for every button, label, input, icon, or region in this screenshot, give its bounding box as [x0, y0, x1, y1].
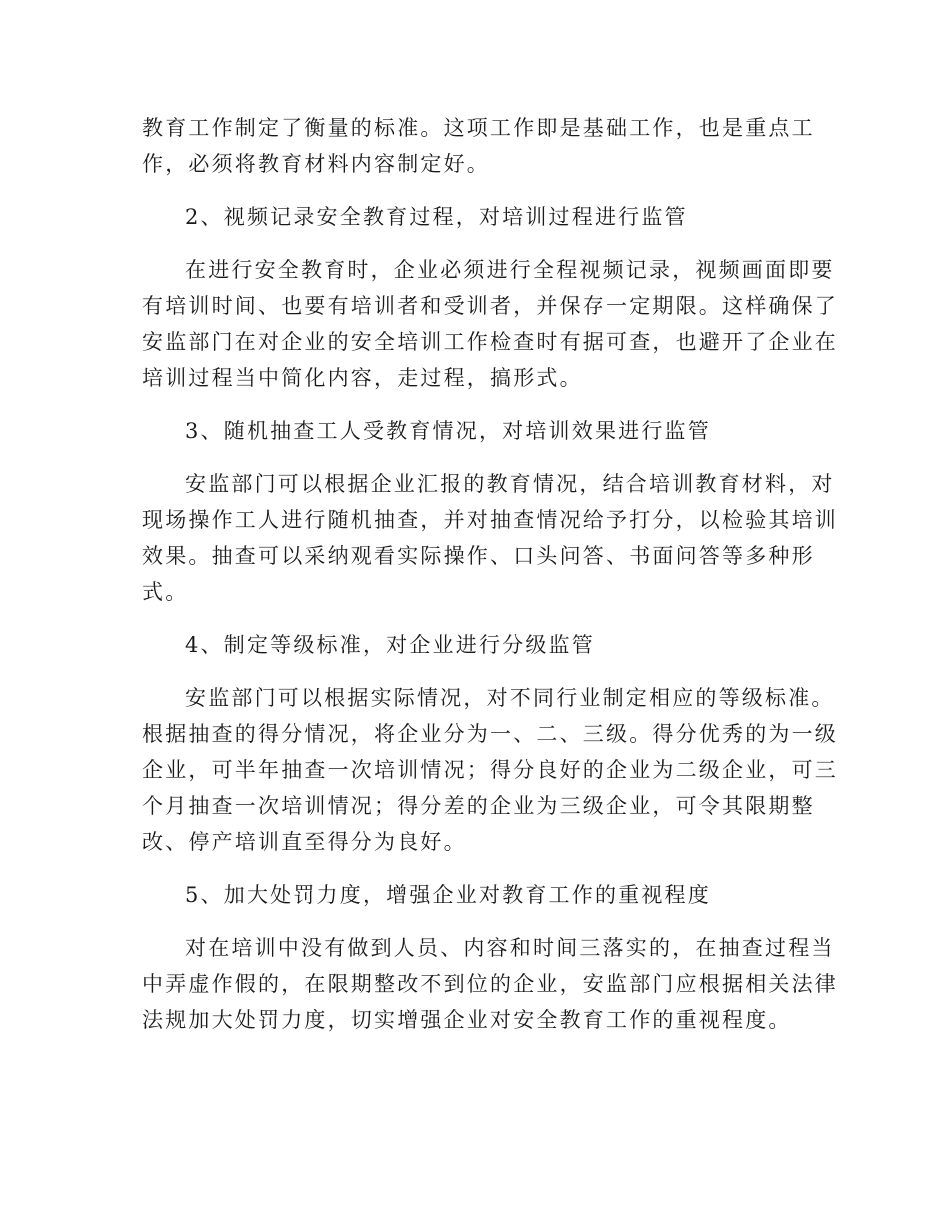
paragraph-line: 培训过程当中简化内容，走过程，搞形式。 — [142, 366, 583, 390]
paragraph-line: 在进行安全教育时，企业必须进行全程视频记录，视频画面即要 — [185, 258, 835, 282]
paragraph-line: 企业，可半年抽查一次培训情况；得分良好的企业为二级企业，可三 — [142, 758, 838, 782]
paragraph-line: 安监部门可以根据企业汇报的教育情况，结合培训教育材料，对 — [185, 472, 835, 496]
paragraph-line: 有培训时间、也要有培训者和受训者，并保存一定期限。这样确保了 — [142, 294, 838, 318]
section-heading-2: 2、视频记录安全教育过程，对培训过程进行监管 — [185, 205, 688, 229]
paragraph-line: 安监部门可以根据实际情况，对不同行业制定相应的等级标准。 — [185, 686, 835, 710]
paragraph-line: 个月抽查一次培训情况；得分差的企业为三级企业，可令其限期整 — [142, 794, 815, 818]
paragraph-line: 中弄虚作假的，在限期整改不到位的企业，安监部门应根据相关法律 — [142, 972, 838, 996]
paragraph-line: 教育工作制定了衡量的标准。这项工作即是基础工作，也是重点工 — [142, 116, 815, 140]
paragraph-line: 改、停产培训直至得分为良好。 — [142, 830, 467, 854]
section-heading-4: 4、制定等级标准，对企业进行分级监管 — [185, 633, 595, 657]
paragraph-line: 效果。抽查可以采纳观看实际操作、口头问答、书面问答等多种形 — [142, 544, 815, 568]
section-heading-5: 5、加大处罚力度，增强企业对教育工作的重视程度 — [185, 883, 711, 907]
paragraph-line: 法规加大处罚力度，切实增强企业对安全教育工作的重视程度。 — [142, 1008, 792, 1032]
section-heading-3: 3、随机抽查工人受教育情况，对培训效果进行监管 — [185, 419, 711, 443]
paragraph-line: 现场操作工人进行随机抽查，并对抽查情况给予打分，以检验其培训 — [142, 508, 838, 532]
paragraph-line: 安监部门在对企业的安全培训工作检查时有据可查，也避开了企业在 — [142, 330, 838, 354]
paragraph-line: 作，必须将教育材料内容制定好。 — [142, 152, 490, 176]
paragraph-line: 式。 — [142, 580, 189, 604]
paragraph-line: 对在培训中没有做到人员、内容和时间三落实的，在抽查过程当 — [185, 936, 835, 960]
paragraph-line: 根据抽查的得分情况，将企业分为一、二、三级。得分优秀的为一级 — [142, 722, 838, 746]
